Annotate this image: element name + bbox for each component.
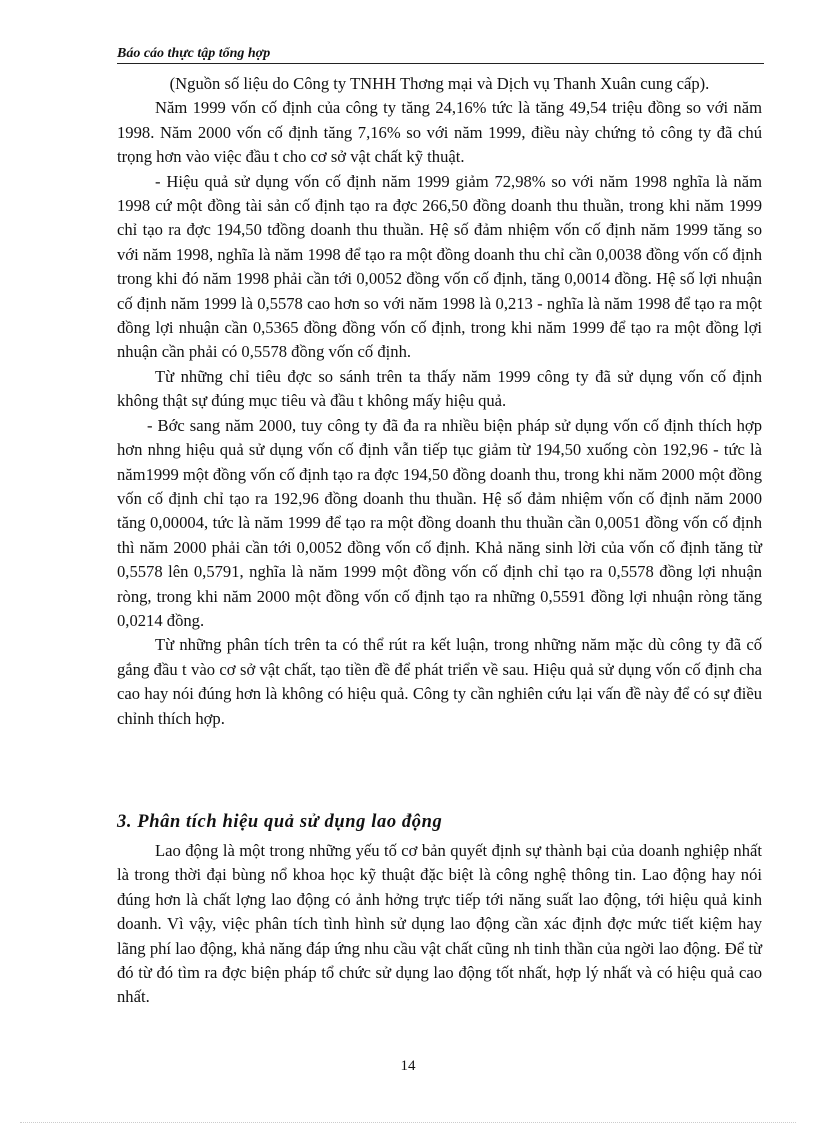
body-text — [117, 72, 762, 731]
paragraph-conclusion: Từ những phân tích trên ta có thể rút ra kết luận, trong những năm mặc dù công ty đã cố gắng đầu t vào cơ sở vật chất, tạo tiền đề để phát triển về sau. Hiệu quả sử dụng vốn cố định cha cao hay nói đúng hơn là không có hiệu quả. Công ty cần nghiên cứu lại vấn đề này để có sự điều chỉnh thích hợp. — [117, 635, 762, 728]
section-heading: 3. Phân tích hiệu quả sử dụng lao động — [117, 812, 443, 832]
paragraph-fixed-capital-efficiency-2000: - Bớc sang năm 2000, tuy công ty đã đa ra nhiều biện pháp sử dụng vốn cố định thích hợp hơn nhng hiệu quả sử dụng vốn cố định vẫn tiếp tục giảm từ 194,50 xuống còn 192,96 - tức là năm1999 một đồng vốn cố định tạo ra đợc 194,50 đồng doanh thu, trong khi năm 2000 một đồng vốn cố định chỉ tạo ra 192,96 đồng doanh thu thuần. Hệ số đảm nhiệm vốn cố định năm 2000 tăng 0,00004, tức là năm 1999 để tạo ra một đồng doanh thu thuần cần 0,0051 đồng vốn cố định thì năm 2000 phải cần tới 0,0052 đồng vốn cố định. Khả năng sinh lời của vốn cố định tăng từ 0,5578 lên 0,5791, nghĩa là năm 1999 một đồng vốn cố định chỉ tạo ra 0,5578 đồng lợi nhuận ròng, trong khi năm 2000 một đồng vốn cố định tạo ra những 0,5591 đồng lợi nhuận ròng tăng 0,0214 đồng. — [117, 415, 762, 630]
section-body — [117, 839, 762, 1010]
page-number: 14 — [400, 1058, 416, 1074]
paragraph-labor-analysis: Lao động là một trong những yếu tố cơ bản quyết định sự thành bại của doanh nghiệp nhất là trong thời đại bùng nổ khoa học kỹ thuật đặc biệt là công nghệ thông tin. Lao động hay nói đúng hơn là chất lợng lao động có ảnh hởng trực tiếp tới năng suất lao động, tới hiệu quả kinh doanh. Vì vậy, việc phân tích tình hình sử dụng lao động cần xác định đợc mức tiết kiệm hay lãng phí lao động, khả năng đáp ứng nhu cầu vật chất cũng nh tinh thần của ngời lao động. Để từ đó từ đó tìm ra đợc biện pháp tổ chức sử dụng lao động tốt nhất, hợp lý nhất và có hiệu quả cao nhất. — [117, 841, 762, 1007]
paragraph-fixed-capital-efficiency-1999: - Hiệu quả sử dụng vốn cố định năm 1999 giảm 72,98% so với năm 1998 nghĩa là năm 1998 cứ một đồng tài sản cố định tạo ra đợc 266,50 đồng doanh thu thuần, trong khi năm 1999 chỉ tạo ra đợc 194,50 tđồng doanh thu thuần. Hệ số đảm nhiệm vốn cố định năm 1999 tăng so với năm 1998, nghĩa là năm 1998 để tạo ra một đồng doanh thu chỉ cần 0,0038 đồng vốn cố định trong khi đó năm 1998 phải cần tới 0,0052 đồng vốn cố định, tăng 0,0014 đồng. Hệ số lợi nhuận cố định năm 1999 là 0,5578 cao hơn so với năm 1998 là 0,213 - nghĩa là năm 1998 để tạo ra một đồng lợi nhuận cần 0,5365 đồng đồng vốn cố định, trong khi năm 1999 để tạo ra một đồng lợi nhuận cần phải có 0,5578 đồng vốn cố định. — [117, 171, 762, 362]
running-header: Báo cáo thực tập tổng hợp — [117, 46, 764, 64]
paragraph-comparison-summary: Từ những chỉ tiêu đợc so sánh trên ta thấy năm 1999 công ty đã sử dụng vốn cố định không thật sự đúng mục tiêu và đầu t không mấy hiệu quả. — [117, 366, 762, 411]
paragraph-fixed-capital-growth: Năm 1999 vốn cố định của công ty tăng 24,16% tức là tăng 49,54 triệu đồng so với năm 1998. Năm 2000 vốn cố định tăng 7,16% so với năm 1999, điều này chứng tỏ công ty đã chú trọng hơn vào việc đầu t cho cơ sở vật chất kỹ thuật. — [117, 98, 762, 167]
source-note: (Nguồn số liệu do Công ty TNHH Thơng mại và Dịch vụ Thanh Xuân cung cấp). — [169, 74, 710, 93]
